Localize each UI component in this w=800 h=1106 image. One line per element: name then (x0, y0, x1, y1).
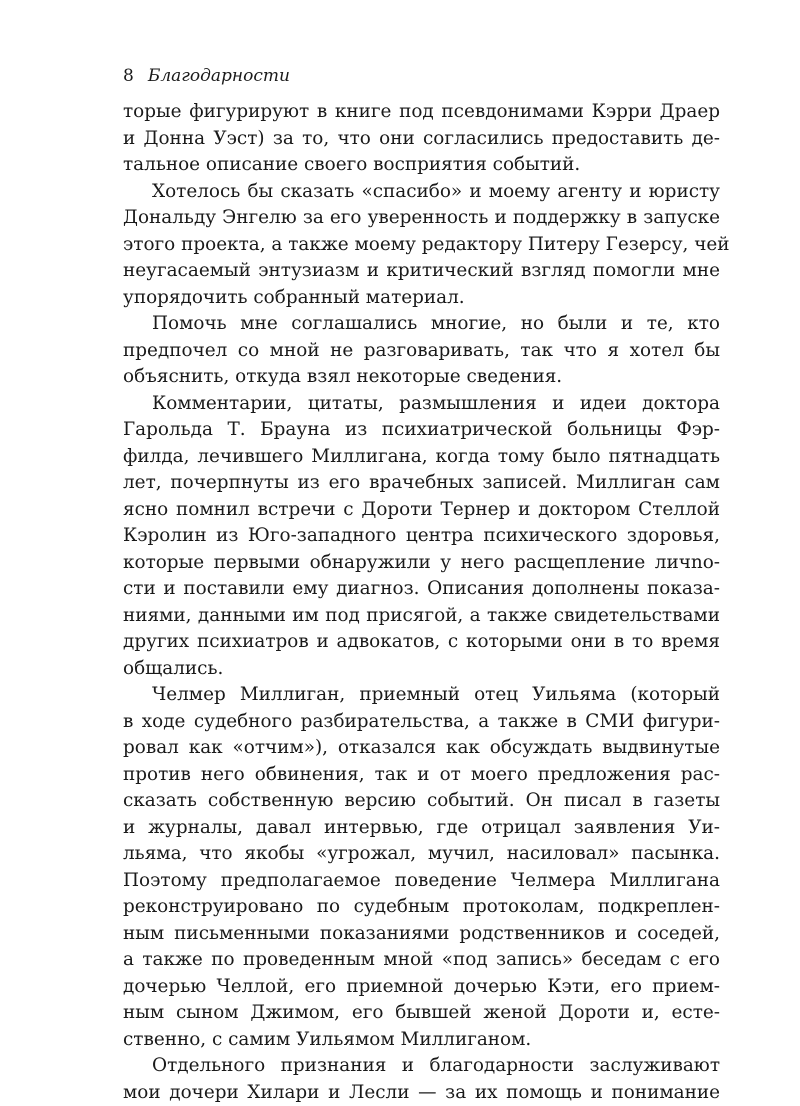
text-line: льяма, что якобы «угрожал, мучил, насиловал» пасынка. (123, 841, 720, 868)
body-text (123, 99, 720, 1106)
text-line: ниями, данными им под присягой, а также свидетельствами (123, 603, 720, 630)
text-line: в ходе судебного разбирательства, а также в СМИ фигури- (123, 709, 720, 736)
text-line: сказать собственную версию событий. Он писал в газеты (123, 788, 720, 815)
text-line: Отдельного признания и благодарности заслуживают (123, 1053, 720, 1080)
text-line: филда, лечившего Миллигана, когда тому было пятнадцать (123, 444, 720, 471)
text-line: ным письменными показаниями родственников и соседей, (123, 921, 720, 948)
text-line: ным сыном Джимом, его бывшей женой Дороти и, есте- (123, 1000, 720, 1027)
text-line: которые первыми обнаружили у него расщепление личno- (123, 550, 720, 577)
text-line: Челмер Миллиган, приемный отец Уильяма (который (123, 682, 720, 709)
text-line: а также по проведенным мной «под запись» беседам с его (123, 947, 720, 974)
text-line: против него обвинения, так и от моего предложения рас- (123, 762, 720, 789)
text-line: неугасаемый энтузиазм и критический взгляд помогли мне (123, 258, 720, 285)
text-line: Кэролин из Юго-западного центра психического здоровья, (123, 523, 720, 550)
page-number: 8 (123, 64, 134, 88)
text-line: общались. (123, 656, 720, 683)
section-title: Благодарности (148, 66, 290, 86)
text-line: тальное описание своего восприятия событий. (123, 152, 720, 179)
text-line: ственно, с самим Уильямом Миллиганом. (123, 1027, 720, 1054)
text-line: и Донна Уэст) за то, что они согласились предоставить де- (123, 126, 720, 153)
book-page (123, 64, 720, 1106)
text-line: Хотелось бы сказать «спасибо» и моему агенту и юристу (123, 179, 720, 206)
text-line: Помочь мне соглашались многие, но были и те, кто (123, 311, 720, 338)
text-line: упорядочить собранный материал. (123, 285, 720, 312)
text-line: Комментарии, цитаты, размышления и идеи доктора (123, 391, 720, 418)
text-line: Поэтому предполагаемое поведение Челмера Миллигана (123, 868, 720, 895)
text-line: предпочел со мной не разговаривать, так что я хотел бы (123, 338, 720, 365)
text-line: Гарольда Т. Брауна из психиатрической больницы Фэр- (123, 417, 720, 444)
text-line: ровал как «отчим»), отказался как обсуждать выдвинутые (123, 735, 720, 762)
text-line: этого проекта, а также моему редактору Питеру Гезерсу, чей (123, 232, 720, 259)
text-line: лет, почерпнуты из его врачебных записей. Миллиган сам (123, 470, 720, 497)
text-line: мои дочери Хилари и Лесли — за их помощь и понимание (123, 1080, 720, 1106)
text-line: торые фигурируют в книге под псевдонимами Кэрри Драер (123, 99, 720, 126)
text-line: сти и поставили ему диагноз. Описания дополнены показа- (123, 576, 720, 603)
text-line: ясно помнил встречи с Дороти Тернер и доктором Стеллой (123, 497, 720, 524)
text-line: Дональду Энгелю за его уверенность и поддержку в запуске (123, 205, 720, 232)
text-line: и журналы, давал интервью, где отрицал заявления Уи- (123, 815, 720, 842)
text-line: дочерью Челлой, его приемной дочерью Кэти, его прием- (123, 974, 720, 1001)
text-line: других психиатров и адвокатов, с которыми они в то время (123, 629, 720, 656)
text-line: реконструировано по судебным протоколам, подкреплен- (123, 894, 720, 921)
running-head (123, 64, 720, 88)
text-line: объяснить, откуда взял некоторые сведения. (123, 364, 720, 391)
